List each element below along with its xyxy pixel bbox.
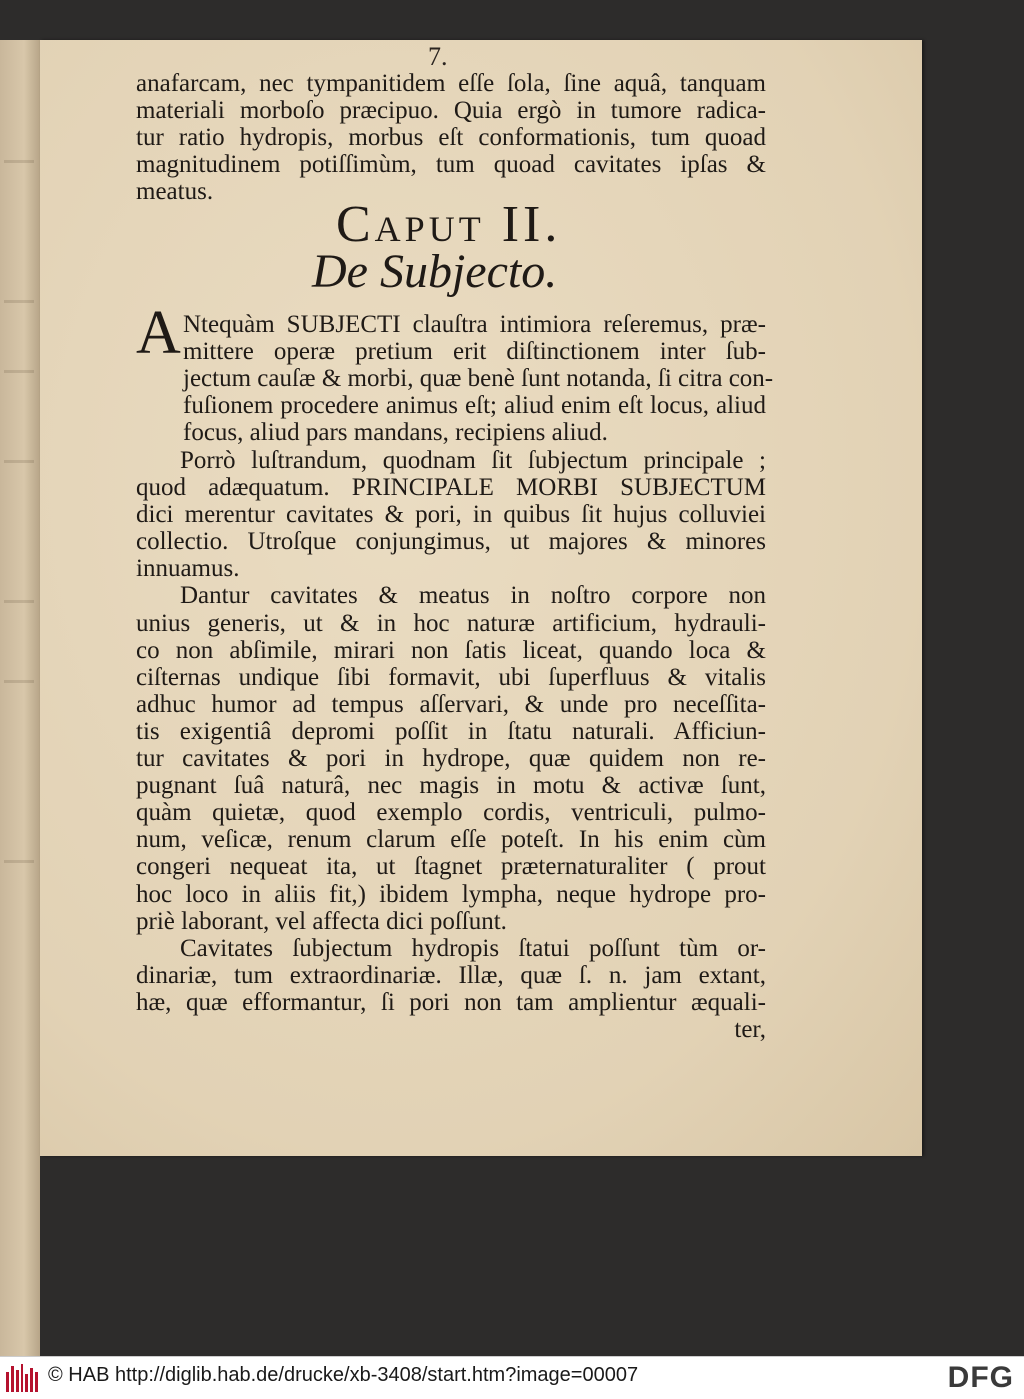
text-line: dinariæ, tum extraordinariæ. Illæ, quæ ſ. n. jam extant,	[136, 961, 766, 989]
text-line: Dantur cavitates & meatus in noſtro corpore non	[180, 582, 766, 610]
text-line: innuamus.	[136, 555, 240, 583]
footer-bar	[0, 1356, 1024, 1399]
text-line: magnitudinem potiſſimùm, tum quoad cavitates ipſas &	[136, 151, 766, 179]
text-line: co non abſimile, mirari non ſatis liceat, quando loca &	[136, 636, 766, 664]
text-line: hoc loco in aliis fit,) ibidem lympha, neque hydrope pro-	[136, 880, 766, 908]
text-line: materiali morboſo præcipuo. Quia ergò in tumore radica-	[136, 97, 766, 125]
text-line: priè laborant, vel affecta dici poſſunt.	[136, 907, 507, 935]
text-line: quàm quietæ, quod exemplo cordis, ventriculi, pulmo-	[136, 799, 766, 827]
text-block-top	[136, 70, 766, 205]
text-line: tis exigentiâ depromi poſſit in ſtatu naturali. Afficiun-	[136, 717, 766, 745]
text-line: tur cavitates & pori in hydrope, quæ quidem non re-	[136, 745, 766, 773]
previous-page-edge	[0, 40, 40, 1360]
text-line: hæ, quæ efformantur, ſi pori non tam amplientur æquali-	[136, 988, 766, 1016]
text-line: tur ratio hydropis, morbus eſt conformationis, tum quoad	[136, 124, 766, 152]
text-line: jectum cauſæ & morbi, quæ benè ſunt notanda, ſi citra con-	[183, 365, 774, 393]
page-number: 7.	[428, 42, 448, 71]
text-line: dici merentur cavitates & pori, in quibus ſit hujus colluviei	[136, 501, 766, 529]
hab-logo-icon	[6, 1364, 38, 1392]
text-line: Cavitates ſubjectum hydropis ſtatui poſſunt tùm or-	[180, 934, 766, 962]
text-line: unius generis, ut & in hoc naturæ artificium, hydrauli-	[136, 609, 766, 637]
dfg-logo: DFG	[947, 1361, 1014, 1394]
text-line: num, veſicæ, renum clarum eſſe poteſt. In his enim cùm	[136, 826, 766, 854]
paragraph-body	[136, 447, 766, 1043]
text-line: congeri nequeat ita, ut ſtagnet præternaturaliter ( prout	[136, 853, 766, 881]
chapter-title: De Subjecto.	[312, 245, 558, 298]
drop-capital: A	[136, 299, 181, 367]
text-line: ciſternas undique ſibi formavit, ubi ſuperfluus & vitalis	[136, 663, 766, 691]
text-line: collectio. Utroſque conjungimus, ut majores & minores	[136, 528, 766, 556]
text-line: pugnant ſuâ naturâ, nec magis in motu & activæ ſunt,	[136, 772, 766, 800]
text-line: quod adæquatum. PRINCIPALE MORBI SUBJECTUM	[136, 474, 766, 502]
text-line: fuſionem procedere animus eſt; aliud enim eſt locus, aliud	[183, 392, 766, 420]
text-line: anafarcam, nec tympanitidem eſſe ſola, ſine aquâ, tanquam	[136, 70, 766, 97]
text-line: Ntequàm SUBJECTI clauſtra intimiora reſeremus, præ-	[183, 311, 766, 338]
footer-source-link[interactable]: © HAB http://diglib.hab.de/drucke/xb-3408/start.htm?image=00007	[48, 1364, 639, 1386]
chapter-heading: Caput II.	[336, 196, 562, 253]
text-line: meatus.	[136, 178, 214, 206]
paragraph-1	[183, 311, 774, 447]
text-line: Porrò luſtrandum, quodnam ſit ſubjectum principale ;	[180, 447, 766, 474]
text-line: ter,	[734, 1015, 766, 1043]
text-line: adhuc humor ad tempus aſſervari, & unde pro neceſſita-	[136, 690, 766, 718]
text-line: mittere operæ pretium erit diſtinctionem inter ſub-	[183, 338, 766, 366]
text-line: focus, aliud pars mandans, recipiens aliud.	[183, 419, 608, 447]
